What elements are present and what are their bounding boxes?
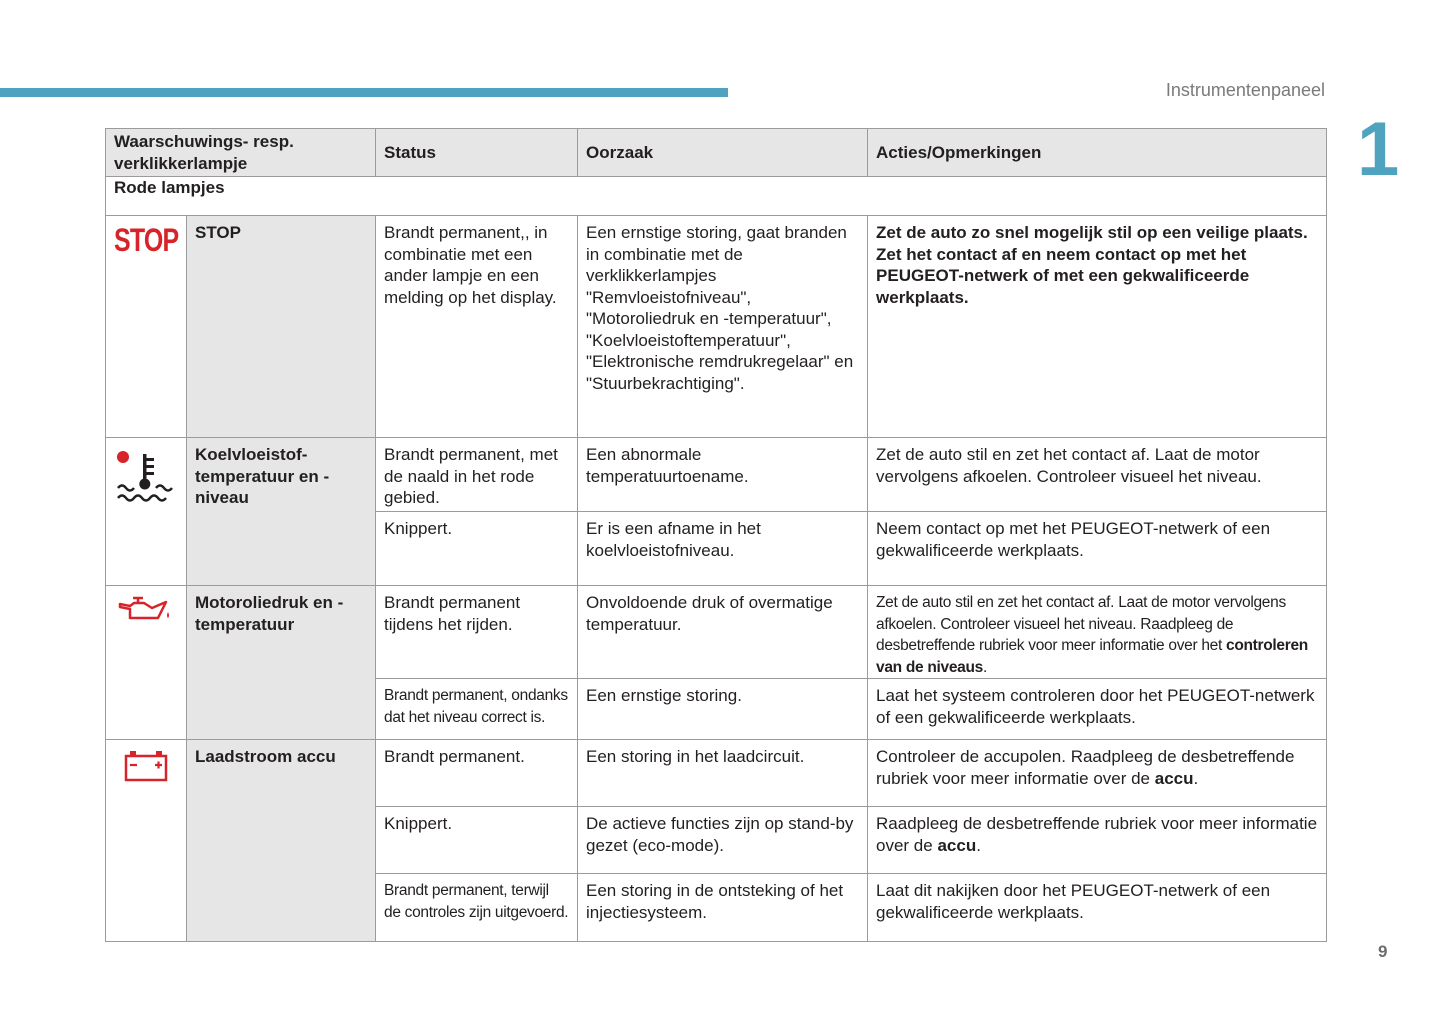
- oil-pressure-icon: [114, 592, 174, 632]
- action-text: Controleer de accupolen. Raadpleeg de desbetreffende rubriek voor meer informatie over de: [876, 747, 1295, 788]
- page-number: 9: [1378, 942, 1388, 961]
- action-cell: [868, 216, 1327, 438]
- icon-cell: [106, 740, 187, 942]
- status-cell: Brandt permanent, terwijl de controles zijn uitgevoerd.: [376, 874, 578, 942]
- column-header-lamp: Waarschuwings- resp. verklikkerlampje: [106, 129, 376, 177]
- table-row: [106, 586, 1327, 679]
- action-end: .: [982, 658, 987, 676]
- cause-cell: Een abnormale temperatuurtoename.: [578, 438, 868, 512]
- header-accent-bar: [0, 88, 728, 97]
- column-header-actions: Acties/Opmerkingen: [868, 129, 1327, 177]
- lamp-name: Koelvloeistof-temperatuur en -niveau: [187, 438, 376, 586]
- status-cell: Brandt permanent tijdens het rijden.: [376, 586, 578, 679]
- action-cell: [868, 586, 1327, 679]
- action-cell: Laat dit nakijken door het PEUGEOT-netwerk of een gekwalificeerde werkplaats.: [868, 874, 1327, 942]
- cause-cell: Er is een afname in het koelvloeistofniveau.: [578, 512, 868, 586]
- warning-lights-table: [105, 128, 1327, 942]
- action-end: .: [976, 835, 981, 855]
- action-end: .: [1193, 768, 1199, 788]
- status-cell: Brandt permanent, met de naald in het rode gebied.: [376, 438, 578, 512]
- action-text: Raadpleeg de desbetreffende rubriek voor meer informatie over de: [876, 814, 1318, 855]
- status-cell: Knippert.: [376, 807, 578, 874]
- coolant-temperature-icon: [114, 444, 174, 506]
- action-text: Zet de auto stil en zet het contact af. Laat de motor vervolgens afkoelen. Controleer visueel het niveau. Raadpleeg de desbetreffende rubriek voor meer informatie over het: [876, 594, 1286, 654]
- lamp-name: STOP: [187, 216, 376, 438]
- table-header-row: [106, 129, 1327, 177]
- table-row: [106, 740, 1327, 807]
- action-cell: Zet de auto stil en zet het contact af. Laat de motor vervolgens afkoelen. Controleer visueel het niveau.: [868, 438, 1327, 512]
- lamp-name: Motoroliedruk en -temperatuur: [187, 586, 376, 740]
- chapter-number: 1: [1357, 107, 1400, 192]
- icon-cell: [106, 216, 187, 438]
- action-cell: [868, 807, 1327, 874]
- cause-cell: Onvoldoende druk of overmatige temperatuur.: [578, 586, 868, 679]
- status-cell: Brandt permanent,, in combinatie met een ander lampje en een melding op het display.: [376, 216, 578, 438]
- section-title: Instrumentenpaneel: [1165, 80, 1325, 100]
- column-header-cause: Oorzaak: [578, 129, 868, 177]
- status-cell: Brandt permanent, ondanks dat het niveau correct is.: [376, 679, 578, 740]
- action-cell: [868, 740, 1327, 807]
- action-line: Zet het contact af en neem contact op met het PEUGEOT-netwerk of met een gekwalificeerde werkplaats.: [876, 244, 1250, 307]
- cause-cell: Een ernstige storing.: [578, 679, 868, 740]
- cause-cell: De actieve functies zijn op stand-by gezet (eco-mode).: [578, 807, 868, 874]
- table-row: [106, 216, 1327, 438]
- table-row: [106, 438, 1327, 512]
- battery-charge-icon: [114, 746, 174, 786]
- action-line: Zet de auto zo snel mogelijk stil op een veilige plaats.: [876, 223, 1308, 242]
- action-cell: Neem contact op met het PEUGEOT-netwerk of een gekwalificeerde werkplaats.: [868, 512, 1327, 586]
- stop-warning-icon: STOP: [114, 222, 179, 258]
- cause-cell: Een storing in het laadcircuit.: [578, 740, 868, 807]
- column-header-status: Status: [376, 129, 578, 177]
- icon-cell: [106, 438, 187, 586]
- action-cell: Laat het systeem controleren door het PEUGEOT-netwerk of een gekwalificeerde werkplaats.: [868, 679, 1327, 740]
- group-row: [106, 177, 1327, 216]
- cause-cell: Een ernstige storing, gaat branden in combinatie met de verklikkerlampjes "Remvloeistofniveau", "Motoroliedruk en -temperatuur", "Koelvloeistoftemperatuur", "Elektronische remdrukregelaar" en "Stuurbekrachtiging".: [578, 216, 868, 438]
- action-link-text: accu: [937, 835, 977, 855]
- status-cell: Knippert.: [376, 512, 578, 586]
- status-cell: Brandt permanent.: [376, 740, 578, 807]
- icon-cell: [106, 586, 187, 740]
- action-link-text: accu: [1154, 768, 1194, 788]
- cause-cell: Een storing in de ontsteking of het injectiesysteem.: [578, 874, 868, 942]
- action-link-text: controleren van de niveaus: [876, 637, 1308, 676]
- group-title: Rode lampjes: [106, 177, 1327, 216]
- lamp-name: Laadstroom accu: [187, 740, 376, 942]
